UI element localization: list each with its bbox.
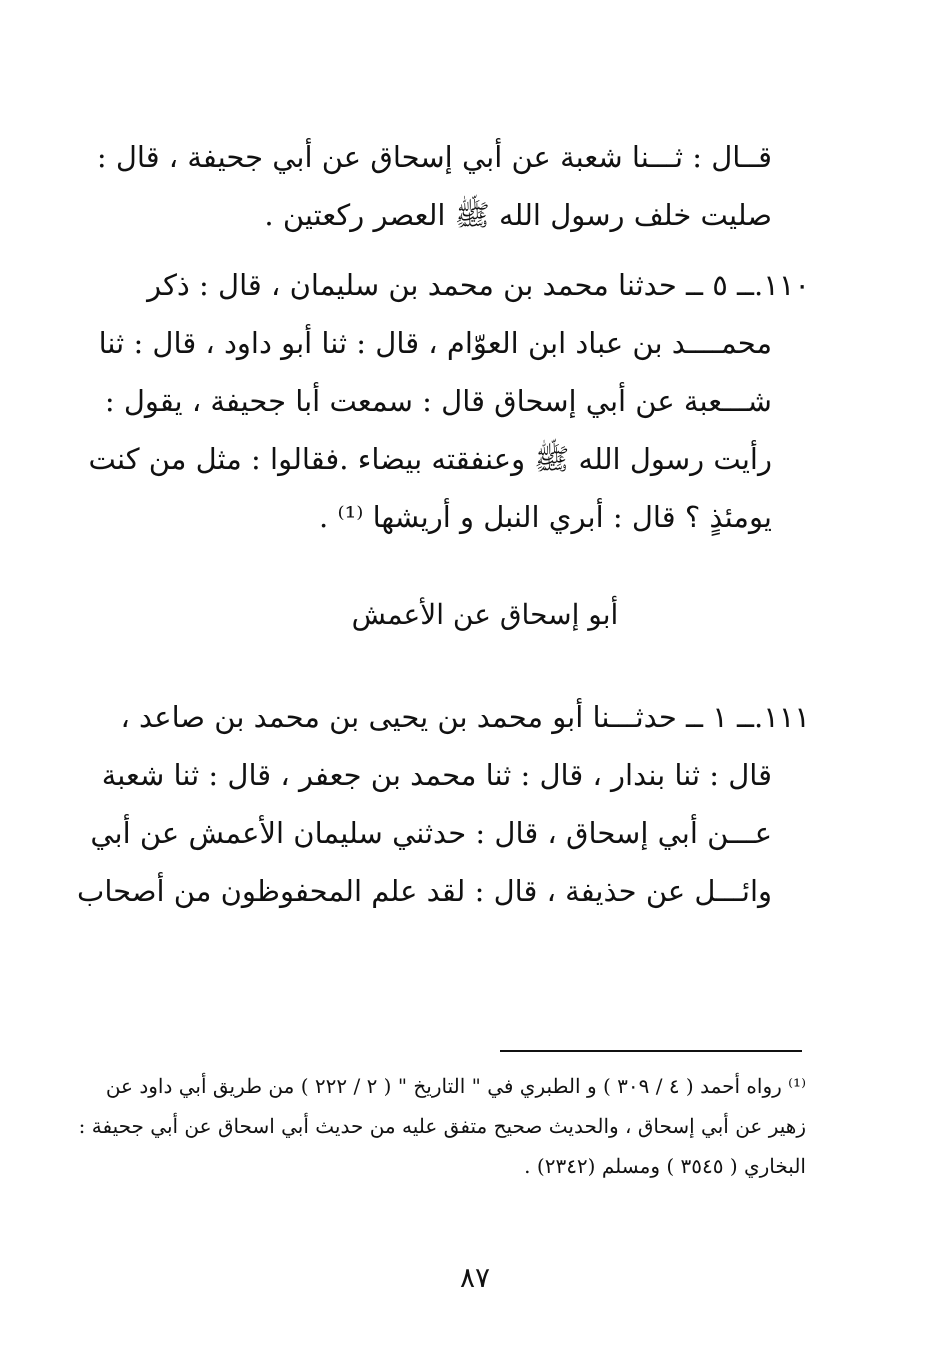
footnote-divider xyxy=(500,1050,802,1052)
hadith-entry-110 xyxy=(88,256,810,546)
page-number: ٨٧ xyxy=(459,1261,491,1294)
text-line: وائـــل عن حذيفة ، قال : لقد علم المحفوظون من أصحاب xyxy=(77,874,772,908)
text-line: ١١٠.ــ ٥ ــ حدثنا محمد بن محمد بن سليمان ، قال : ذكر xyxy=(147,268,810,302)
text-line: قال : ثنا بندار ، قال : ثنا محمد بن جعفر ، قال : ثنا شعبة xyxy=(101,758,772,792)
text-line: صليت خلف رسول الله ﷺ العصر ركعتين . xyxy=(264,198,772,232)
hadith-entry-111 xyxy=(77,688,810,920)
footnotes xyxy=(78,1066,806,1186)
footnote-line: زهير عن أبي إسحاق ، والحديث صحيح متفق عليه من حديث أبي اسحاق عن أبي جحيفة : xyxy=(78,1114,806,1138)
text-line: رأيت رسول الله ﷺ وعنفقته بيضاء .فقالوا : مثل من كنت xyxy=(88,442,772,476)
text-line: ١١١.ــ ١ ــ حدثـــنا أبو محمد بن يحيى بن محمد بن صاعد ، xyxy=(120,700,810,734)
text-line: قــال : ثـــنا شعبة عن أبي إسحاق عن أبي جحيفة ، قال : xyxy=(96,140,772,174)
footnote-line: البخاري ( ٣٥٤٥ ) ومسلم (٢٣٤٢) . xyxy=(524,1154,806,1178)
text-line: يومئذٍ ؟ قال : أبري النبل و أريشها ⁽¹⁾ . xyxy=(319,500,772,534)
footnote-line: ⁽¹⁾ رواه أحمد ( ٤ / ٣٠٩ ) و الطبري في " التاريخ " ( ٢ / ٢٢٢ ) من طريق أبي داود عن xyxy=(105,1074,806,1098)
section-heading: أبو إسحاق عن الأعمش xyxy=(351,598,619,631)
text-line: محمــــد بن عباد ابن العوّام ، قال : ثنا أبو داود ، قال : ثنا xyxy=(98,326,772,360)
text-line: عـــن أبي إسحاق ، قال : حدثني سليمان الأعمش عن أبي xyxy=(90,816,772,850)
hadith-continuation xyxy=(96,128,810,244)
text-line: شـــعبة عن أبي إسحاق قال : سمعت أبا جحيفة ، يقول : xyxy=(104,384,772,418)
